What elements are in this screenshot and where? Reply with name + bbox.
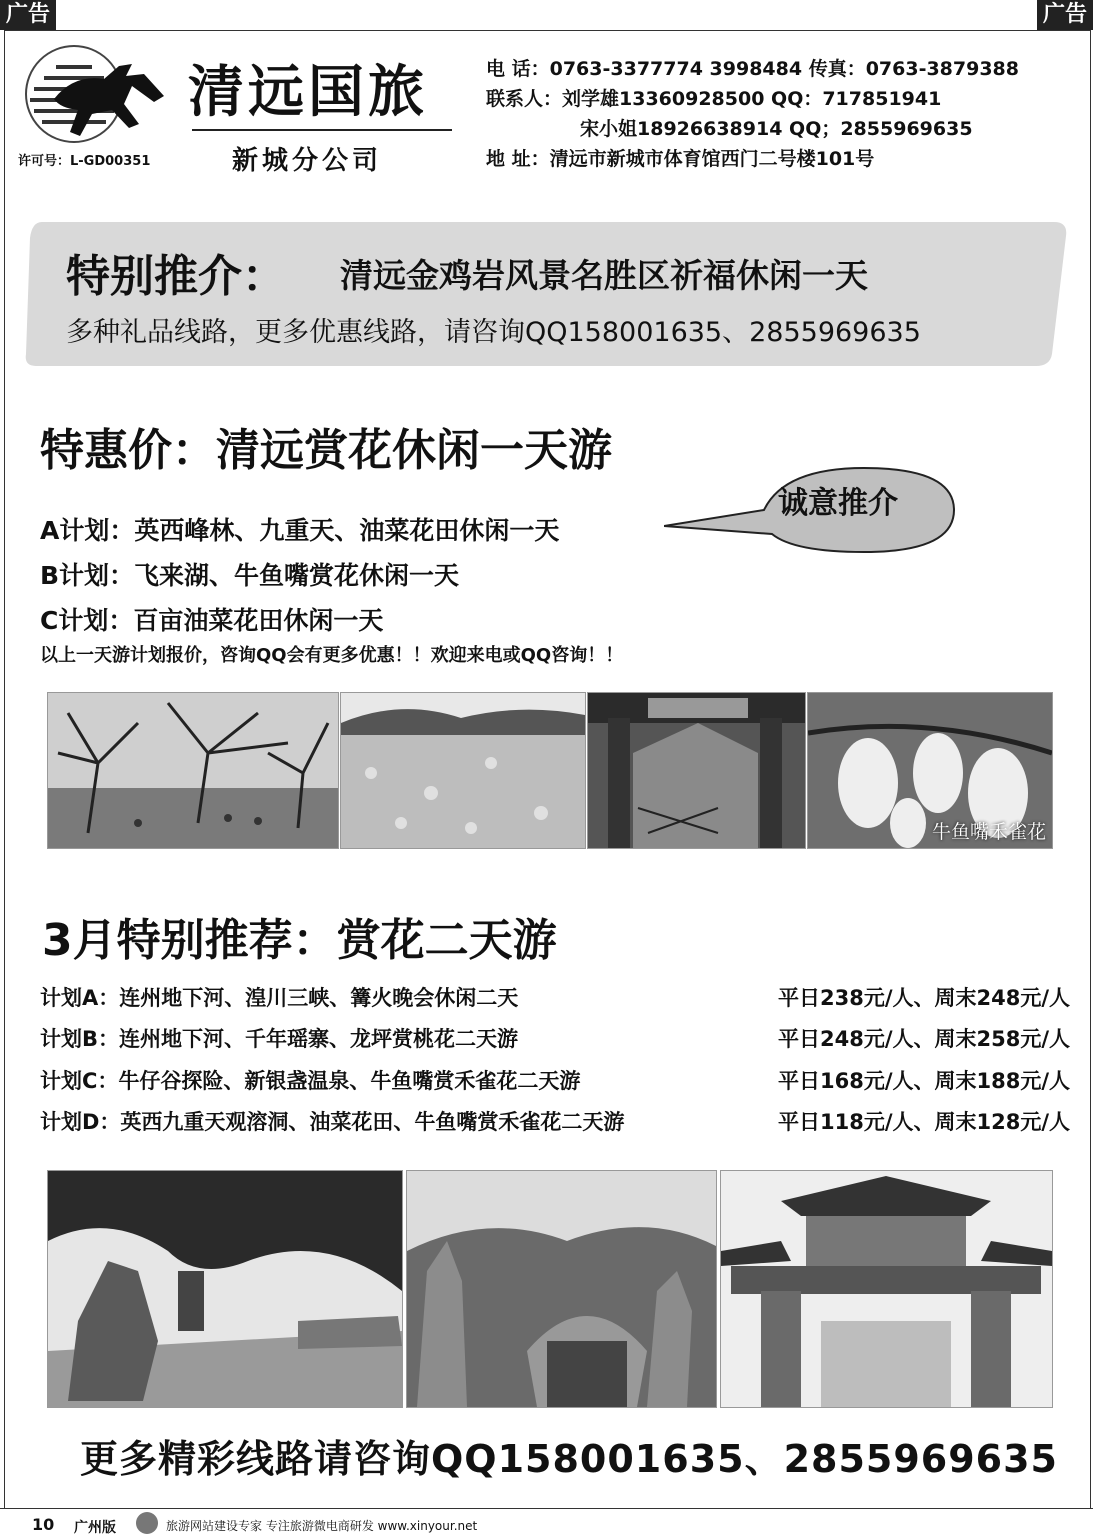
contact-line-2: 宋小姐18926638914 QQ；2855969635 xyxy=(580,118,973,140)
bubble-text: 诚意推介 xyxy=(778,486,898,521)
plan-price: 平日168元/人、周末188元/人 xyxy=(777,1069,1070,1093)
two-day-heading: 3月特别推荐：赏花二天游 xyxy=(42,915,557,966)
footer-slogan: 旅游网站建设专家 专注旅游微电商研发 www.xinyour.net xyxy=(166,1519,478,1533)
plan-b: B计划：飞来湖、牛鱼嘴赏花休闲一天 xyxy=(40,561,460,590)
plan-name: 计划B：连州地下河、千年瑶寨、龙坪赏桃花二天游 xyxy=(40,1027,519,1051)
brand-logo xyxy=(14,44,164,144)
special-note: 多种礼品线路，更多优惠线路，请咨询QQ158001635、2855969635 xyxy=(66,317,921,348)
plan-price: 平日238元/人、周末248元/人 xyxy=(777,986,1070,1010)
photo-wisteria-flowers xyxy=(807,692,1053,849)
horse-sun-icon xyxy=(14,44,164,144)
ad-tag-left: 广告 xyxy=(0,0,56,30)
ad-tag-right: 广告 xyxy=(1037,0,1093,30)
one-day-plan-list xyxy=(40,508,559,643)
brand-divider xyxy=(192,129,452,131)
brand-name: 清远国旅 xyxy=(188,59,428,125)
plan-name: 计划D：英西九重天观溶洞、油菜花田、牛鱼嘴赏禾雀花二天游 xyxy=(40,1110,625,1134)
plan-name: 计划A：连州地下河、湟川三峡、篝火晚会休闲二天 xyxy=(40,986,519,1010)
plan-a: A计划：英西峰林、九重天、油菜花田休闲一天 xyxy=(40,516,560,545)
two-day-plan-d xyxy=(40,1106,1080,1140)
photo-rapeseed-field xyxy=(340,692,586,849)
contact-line-1: 联系人：刘学雄13360928500 QQ：717851941 xyxy=(486,88,942,110)
photo-peach-blossom-orchard xyxy=(47,692,339,849)
two-day-plan-a xyxy=(40,982,1080,1016)
photo-scenic-gate xyxy=(587,692,806,849)
edition-label: 广州版 xyxy=(74,1520,116,1536)
plan-price: 平日118元/人、周末128元/人 xyxy=(777,1110,1070,1134)
one-day-note: 以上一天游计划报价，咨询QQ会有更多优惠！！欢迎来电或QQ咨询！！ xyxy=(40,645,624,666)
phone-line: 电 话：0763-3377774 3998484 传真：0763-3879388 xyxy=(486,58,1020,80)
footer-cta: 更多精彩线路请咨询QQ158001635、2855969635 xyxy=(80,1437,1058,1481)
two-day-plan-b xyxy=(40,1023,1080,1057)
license-number: 许可号：L-GD00351 xyxy=(18,154,151,169)
photo-underground-river-cave xyxy=(47,1170,403,1408)
page-number: 10 xyxy=(32,1515,55,1534)
photo-caption: 牛鱼嘴禾雀花 xyxy=(931,821,1046,843)
plan-name: 计划C：牛仔谷探险、新银盏温泉、牛鱼嘴赏禾雀花二天游 xyxy=(40,1069,581,1093)
one-day-heading: 特惠价：清远赏花休闲一天游 xyxy=(40,425,612,476)
photo-stone-forest-park xyxy=(406,1170,717,1408)
address-line: 地 址：清远市新城市体育馆西门二号楼101号 xyxy=(486,148,875,170)
red-logo-icon xyxy=(136,1512,158,1534)
plan-price: 平日248元/人、周末258元/人 xyxy=(777,1027,1070,1051)
special-subject: 清远金鸡岩风景名胜区祈福休闲一天 xyxy=(340,256,868,295)
contact-block xyxy=(486,54,1019,174)
photo-yao-village-archway xyxy=(720,1170,1053,1408)
bottom-bar xyxy=(0,1508,1093,1539)
two-day-plan-c xyxy=(40,1065,1080,1099)
plan-c: C计划：百亩油菜花田休闲一天 xyxy=(40,606,384,635)
branch-name: 新城分公司 xyxy=(232,146,383,176)
special-title: 特别推介： xyxy=(66,251,286,302)
